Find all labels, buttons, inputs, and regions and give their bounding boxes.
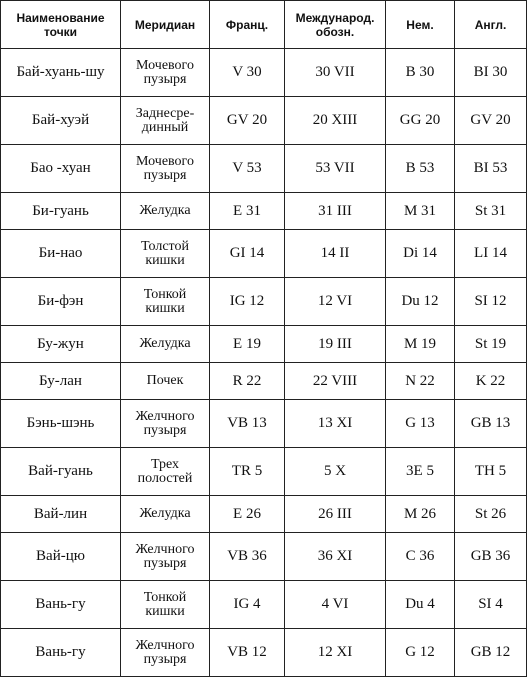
meridian-cell: Тонкой кишки	[121, 278, 210, 326]
french-code-cell: TR 5	[210, 448, 285, 496]
meridian-cell: Желудка	[121, 193, 210, 230]
french-code-cell: E 19	[210, 326, 285, 363]
international-code-cell: 31 III	[285, 193, 386, 230]
french-code-cell: IG 12	[210, 278, 285, 326]
international-code-cell: 19 III	[285, 326, 386, 363]
meridian-cell: Мочевого пузыря	[121, 145, 210, 193]
table-row	[1, 400, 527, 448]
international-code-cell: 12 XI	[285, 629, 386, 677]
german-code-cell: G 13	[386, 400, 455, 448]
table-row	[1, 326, 527, 363]
meridian-cell: Мочевого пузыря	[121, 49, 210, 97]
english-code-cell: BI 30	[455, 49, 527, 97]
french-code-cell: VB 12	[210, 629, 285, 677]
point-name-cell: Бу-лан	[1, 363, 121, 400]
meridian-cell: Желчного пузыря	[121, 400, 210, 448]
international-code-cell: 4 VI	[285, 581, 386, 629]
german-code-cell: GG 20	[386, 97, 455, 145]
french-code-cell: VB 13	[210, 400, 285, 448]
international-code-cell: 20 XIII	[285, 97, 386, 145]
english-code-cell: BI 53	[455, 145, 527, 193]
international-code-cell: 5 X	[285, 448, 386, 496]
point-name-cell: Би-фэн	[1, 278, 121, 326]
table-row	[1, 193, 527, 230]
header-german: Нем.	[386, 1, 455, 49]
english-code-cell: TH 5	[455, 448, 527, 496]
point-name-cell: Вань-гу	[1, 581, 121, 629]
english-code-cell: GB 13	[455, 400, 527, 448]
point-name-cell: Бай-хуэй	[1, 97, 121, 145]
english-code-cell: GB 12	[455, 629, 527, 677]
english-code-cell: St 19	[455, 326, 527, 363]
french-code-cell: VB 36	[210, 533, 285, 581]
international-code-cell: 12 VI	[285, 278, 386, 326]
point-name-cell: Бу-жун	[1, 326, 121, 363]
international-code-cell: 30 VII	[285, 49, 386, 97]
table-row	[1, 97, 527, 145]
international-code-cell: 14 II	[285, 230, 386, 278]
german-code-cell: Du 12	[386, 278, 455, 326]
point-name-cell: Бай-хуань-шу	[1, 49, 121, 97]
meridian-cell: Толстой кишки	[121, 230, 210, 278]
german-code-cell: B 30	[386, 49, 455, 97]
header-row	[1, 1, 527, 49]
meridian-cell: Желудка	[121, 496, 210, 533]
header-international: Международ. обозн.	[285, 1, 386, 49]
point-name-cell: Вай-цю	[1, 533, 121, 581]
english-code-cell: St 31	[455, 193, 527, 230]
german-code-cell: C 36	[386, 533, 455, 581]
table-row	[1, 278, 527, 326]
german-code-cell: B 53	[386, 145, 455, 193]
point-name-cell: Би-гуань	[1, 193, 121, 230]
international-code-cell: 13 XI	[285, 400, 386, 448]
german-code-cell: M 31	[386, 193, 455, 230]
table-row	[1, 581, 527, 629]
meridian-cell: Желчного пузыря	[121, 629, 210, 677]
meridian-cell: Желчного пузыря	[121, 533, 210, 581]
meridian-cell: Тонкой кишки	[121, 581, 210, 629]
german-code-cell: Du 4	[386, 581, 455, 629]
table-row	[1, 629, 527, 677]
english-code-cell: St 26	[455, 496, 527, 533]
table-row	[1, 533, 527, 581]
english-code-cell: SI 12	[455, 278, 527, 326]
french-code-cell: V 53	[210, 145, 285, 193]
french-code-cell: IG 4	[210, 581, 285, 629]
header-meridian: Меридиан	[121, 1, 210, 49]
meridian-cell: Заднесре-динный	[121, 97, 210, 145]
table-row	[1, 49, 527, 97]
point-name-cell: Вай-лин	[1, 496, 121, 533]
table-row	[1, 496, 527, 533]
german-code-cell: N 22	[386, 363, 455, 400]
german-code-cell: G 12	[386, 629, 455, 677]
international-code-cell: 36 XI	[285, 533, 386, 581]
german-code-cell: M 26	[386, 496, 455, 533]
french-code-cell: E 31	[210, 193, 285, 230]
point-name-cell: Бэнь-шэнь	[1, 400, 121, 448]
french-code-cell: GV 20	[210, 97, 285, 145]
meridian-cell: Желудка	[121, 326, 210, 363]
french-code-cell: GI 14	[210, 230, 285, 278]
table-row	[1, 363, 527, 400]
point-name-cell: Вань-гу	[1, 629, 121, 677]
german-code-cell: 3E 5	[386, 448, 455, 496]
table-row	[1, 230, 527, 278]
english-code-cell: GB 36	[455, 533, 527, 581]
table-row	[1, 145, 527, 193]
english-code-cell: GV 20	[455, 97, 527, 145]
international-code-cell: 53 VII	[285, 145, 386, 193]
german-code-cell: Di 14	[386, 230, 455, 278]
french-code-cell: R 22	[210, 363, 285, 400]
international-code-cell: 26 III	[285, 496, 386, 533]
point-name-cell: Би-нао	[1, 230, 121, 278]
french-code-cell: V 30	[210, 49, 285, 97]
point-name-cell: Вай-гуань	[1, 448, 121, 496]
header-french: Франц.	[210, 1, 285, 49]
meridian-cell: Почек	[121, 363, 210, 400]
french-code-cell: E 26	[210, 496, 285, 533]
header-point-name: Наименование точки	[1, 1, 121, 49]
international-code-cell: 22 VIII	[285, 363, 386, 400]
english-code-cell: SI 4	[455, 581, 527, 629]
header-english: Англ.	[455, 1, 527, 49]
english-code-cell: K 22	[455, 363, 527, 400]
table-row	[1, 448, 527, 496]
german-code-cell: M 19	[386, 326, 455, 363]
english-code-cell: LI 14	[455, 230, 527, 278]
point-name-cell: Бао -хуан	[1, 145, 121, 193]
meridian-cell: Трех полостей	[121, 448, 210, 496]
